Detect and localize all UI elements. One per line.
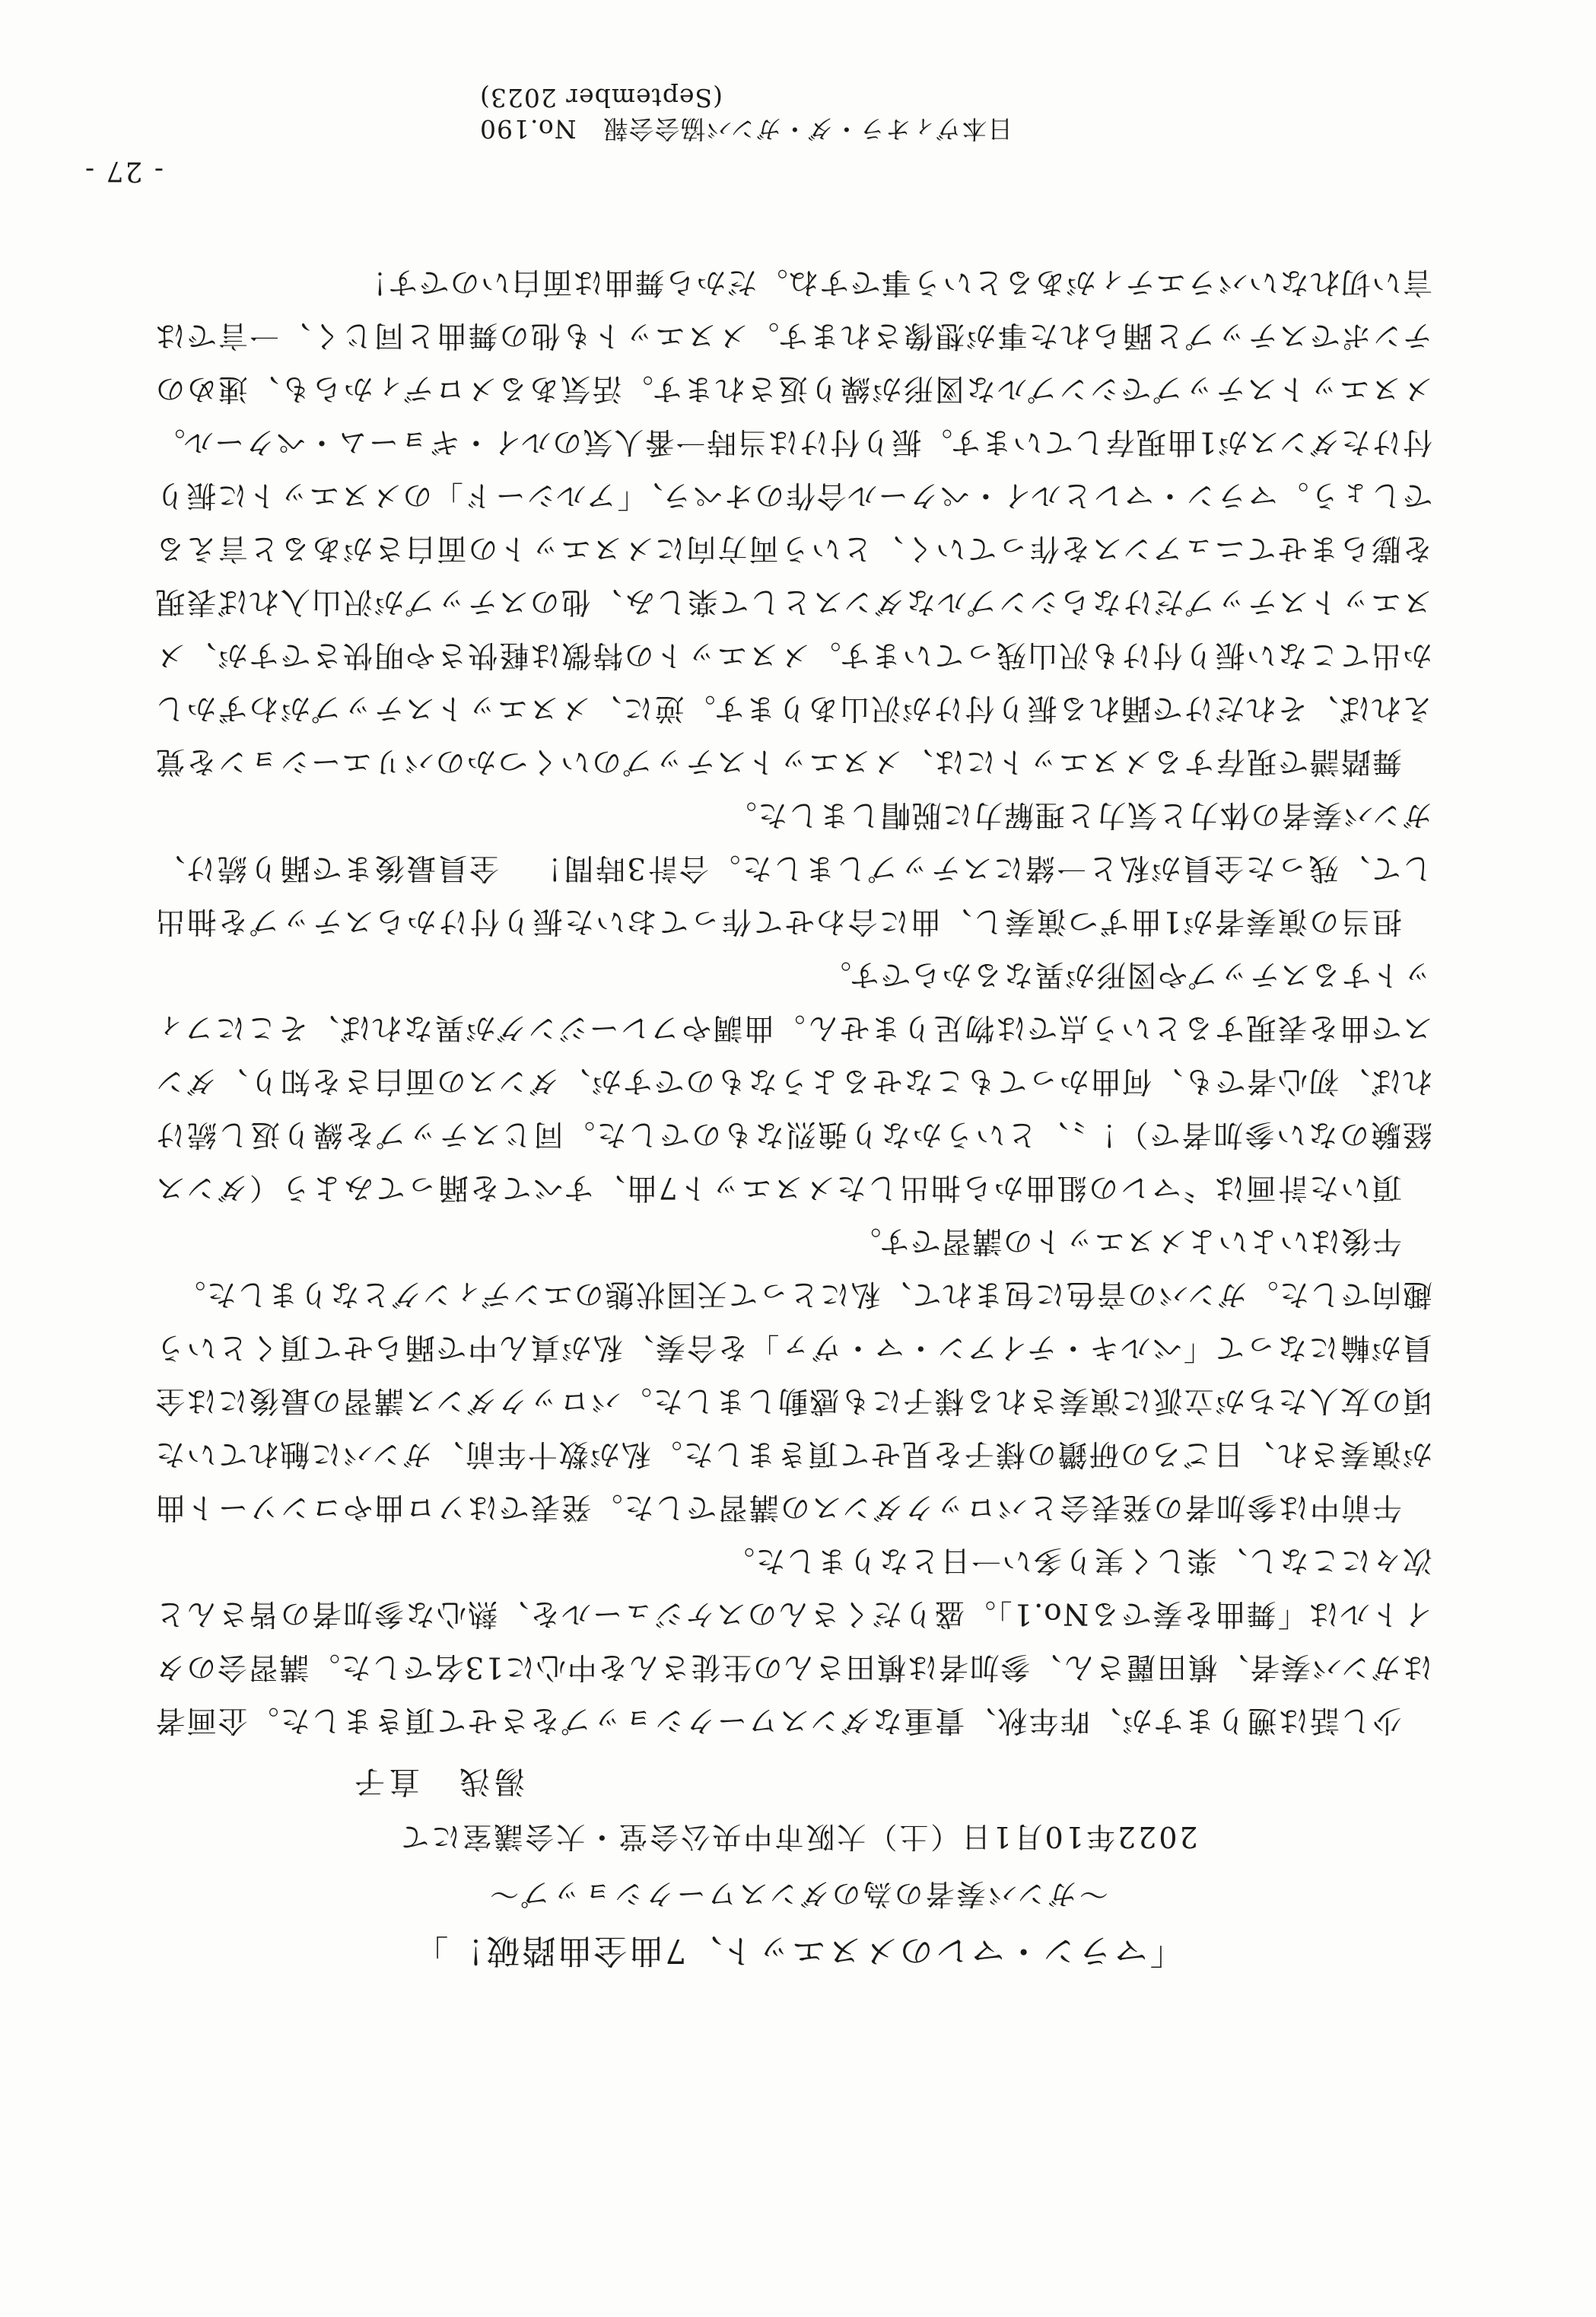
- event-date-venue: 2022年10月1日（土）大阪市中央公会堂・大会議室にて: [398, 1820, 1198, 1854]
- paragraph: 頂いた計画は〝マレの組曲から抽出したメヌエット7曲、すべてを踊ってみよう（ダンス経験のない参加者で）！〟、というかなり強烈なものでした。同じステップを繰り返し続ければ、初心者でも、何曲かってもこなせるようなものですが、ダンスの面白さを知り、ダンスで曲を表現するという点では物足りません。曲調やフレージングが異なれば、そこにフィットするステップや図形が異なるからです。: [154, 957, 1432, 1205]
- article-body: [154, 255, 1432, 1746]
- article-subtitle: ～ガンバ奏者の為のダンスワークショップ～: [488, 1877, 1108, 1911]
- paragraph: 舞踏譜で現存するメヌエットには、メヌエットステップのいくつかのバリエーションを覚えれば、それだけで踊れる振り付けが沢山あります。逆に、メヌエットステップがわずかしか出てこない振り付けも沢山残っています。メヌエットの特徴は軽快さや明快さですが、メヌエットステップだけならシンプルなダンスとして楽しみ、他のステップが沢山入れば表現を膨らませてニュアンスを作っていく、という両方向にメヌエットの面白さがあると言えるでしょう。マラン・マレとルイ・ペクール合作のオペラ、「アルシード」のメヌエットに振り付けたダンスが1曲現存しています。振り付けは当時一番人気のルイ・ギョーム・ペクール。メヌエットステップでシンプルな図形が繰り返されます。活気あるメロディからも、速めのテンポでステップと踊られた事が想像されます。メヌエットも他の舞曲と同じく、一言では言い切れないバラエティがあるという事ですね。だから舞曲は面白いのです！: [154, 265, 1432, 778]
- paragraph: 午後はいよいよメヌエットの講習です。: [850, 1224, 1402, 1258]
- author-name: 湯浅 直子: [350, 1764, 525, 1799]
- article-title: 「マラン・マレのメヌエット、7曲全曲踏破！」: [412, 1931, 1184, 1970]
- running-header: 日本ヴィオラ・ダ・ガンバ協会会報 No.190 (September 2023): [479, 83, 1013, 144]
- paragraph: 午前中は参加者の発表会とバロックダンスの講習でした。発表ではソロ曲やコンソート曲が演奏され、日ごろの研鑽の様子を見せて頂きました。私が数十年前、ガンバに触れていた頃の友人たちが立派に演奏される様子にも感動しました。バロックダンス講習の最後には全員が輪になって「ベルキ・テイアン・マ・ヴァ」を合奏、私が真ん中で踊らせて頂くという趣向でした。ガンバの音色に包まれて、私にとって天国状態のエンディングとなりました。: [154, 1277, 1432, 1524]
- page-number: - 27 -: [84, 155, 164, 186]
- paragraph: 少し話は遡りますが、昨年秋、貴重なダンスワークショップをさせて頂きました。企画者はガンバ奏者、槙田麗さん、参加者は槙田さんの生徒さんを中心に13名でした。講習会のタイトルは「舞曲を奏でるNo.1」。盛りだくさんのスケジュールを、熱心な参加者の皆さんと次々にこなし、楽しく実り多い一日となりました。: [154, 1543, 1432, 1737]
- paragraph: 担当の演奏者が1曲ずつ演奏し、曲に合わせて作っておいた振り付けからステップを抽出して、残った全員が私と一緒にステップしました。合計3時間！ 全員最後まで踊り続け、ガンバ奏者の体力と気力と理解力に脱帽しました。: [154, 797, 1432, 938]
